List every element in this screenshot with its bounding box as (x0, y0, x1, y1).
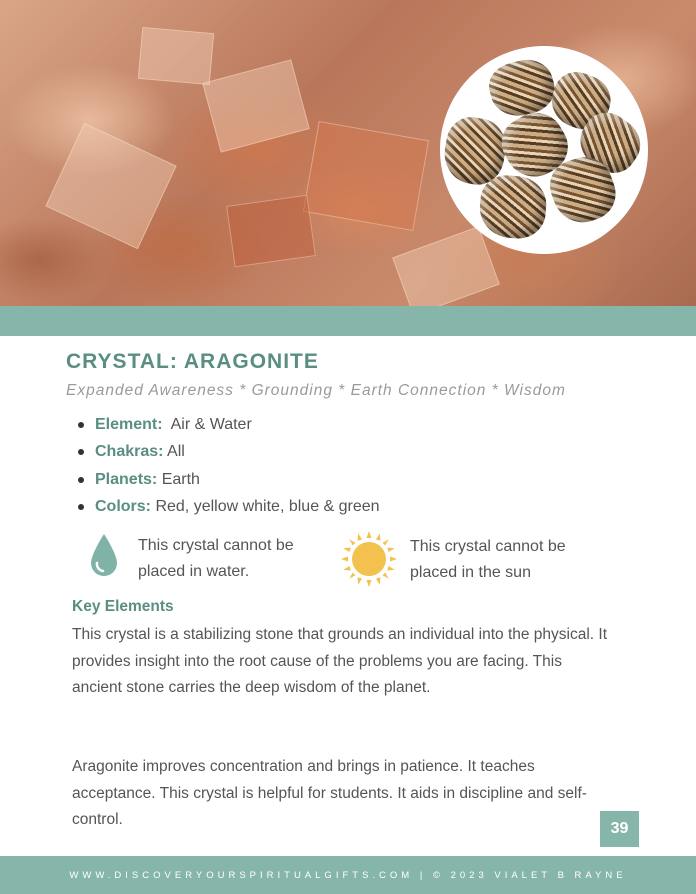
attribute-element (78, 413, 380, 440)
attribute-label: Planets: (95, 470, 158, 488)
crystal-shape (303, 121, 429, 231)
crystal-shape (202, 59, 310, 152)
key-elements-heading: Key Elements (72, 598, 174, 615)
crystal-shape (45, 123, 176, 249)
tagline: Expanded Awareness * Grounding * Earth Connection * Wisdom (66, 382, 566, 399)
stone (477, 173, 548, 241)
attribute-value: Red, yellow white, blue & green (151, 498, 380, 516)
footer-text: WWW.DISCOVERYOURSPIRITUALGIFTS.COM | © 2023 VIALET B RAYNE (69, 869, 627, 881)
page-number: 39 (600, 811, 639, 847)
accent-band (0, 306, 696, 336)
attribute-label: Element: (95, 416, 163, 433)
footer (0, 856, 696, 894)
water-warning-text: This crystal cannot be placed in water. (138, 537, 294, 580)
attribute-planets (78, 468, 380, 495)
attribute-value: Earth (157, 470, 200, 488)
sun-icon (340, 530, 398, 588)
crystal-shape (226, 195, 316, 268)
key-elements-paragraph: This crystal is a stabilizing stone that grounds an individual into the physical. It provides insight into the root cause of the problems you are facing. This ancient stone carries the deep wisdom of the planet. (72, 626, 608, 696)
attribute-value: Air & Water (162, 416, 252, 433)
sun-warning-text: This crystal cannot be placed in the sun (410, 538, 566, 581)
water-drop-icon (88, 532, 120, 578)
attribute-colors (78, 495, 380, 522)
attribute-list (78, 413, 380, 523)
attribute-label: Chakras: (95, 443, 164, 461)
tumbled-stones-photo (440, 46, 648, 254)
crystal-shape (138, 27, 214, 85)
attribute-chakras (78, 440, 380, 467)
crystal-shape (392, 226, 500, 306)
page-title: CRYSTAL: ARAGONITE (66, 350, 319, 373)
key-elements-paragraph: Aragonite improves concentration and brings in patience. It teaches acceptance. This crystal is helpful for students. It aids in discipline and self-control. (72, 758, 587, 828)
attribute-label: Colors: (95, 498, 151, 516)
stone (484, 54, 560, 123)
attribute-value: All (163, 443, 185, 461)
hero-photo (0, 0, 696, 306)
